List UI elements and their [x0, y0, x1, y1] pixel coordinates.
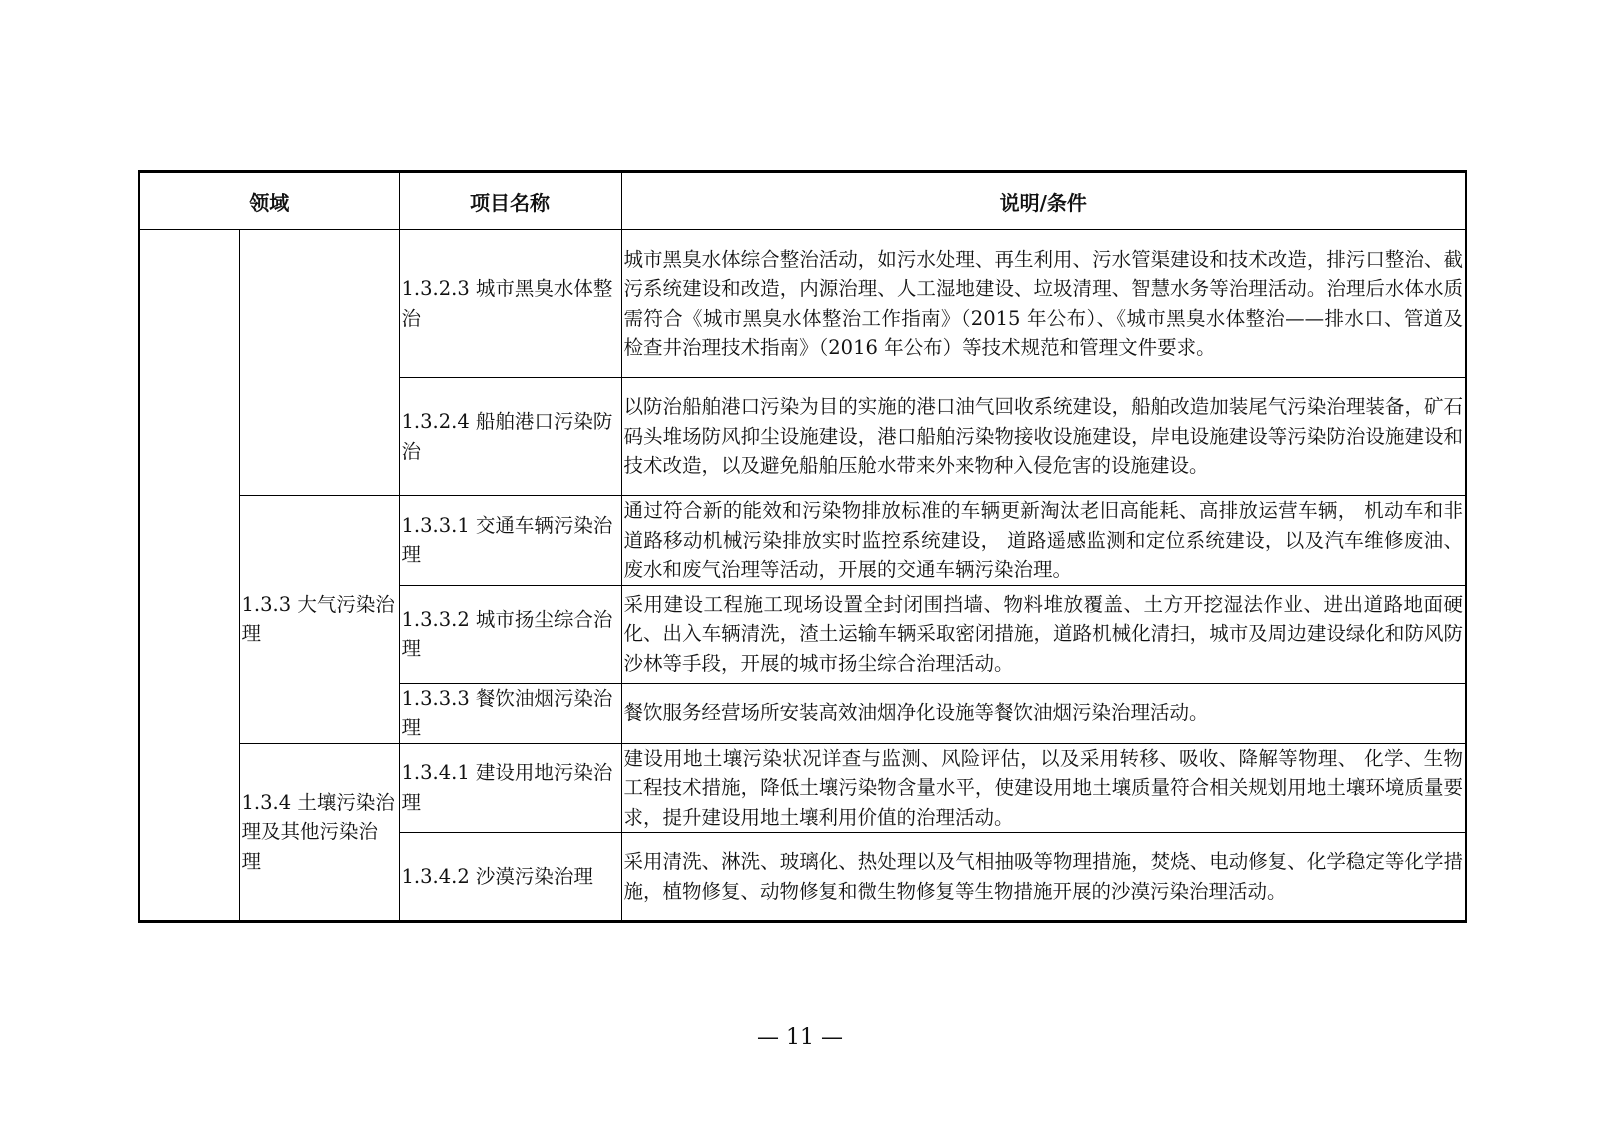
project-description: 以防治船舶港口污染为目的实施的港口油气回收系统建设，船舶改造加装尾气污染治理装备，矿石码头堆场防风抑尘设施建设，港口船舶污染物接收设施建设，岸电设施建设等污染防治设施建设和技术改造，以及避免船舶压舱水带来外来物种入侵危害的设施建设。 — [621, 378, 1466, 496]
project-name: 1.3.2.4 船舶港口污染防治 — [399, 378, 621, 496]
project-name: 1.3.3.1 交通车辆污染治理 — [399, 496, 621, 586]
page-number: — 11 — — [757, 1025, 843, 1050]
project-name: 1.3.4.1 建设用地污染治理 — [399, 743, 621, 833]
group-1-3-4: 1.3.4 土壤污染治理及其他污染治理 — [239, 743, 399, 922]
domain-cell-empty — [139, 230, 239, 922]
group-1-3-3: 1.3.3 大气污染治理 — [239, 496, 399, 744]
header-project-name: 项目名称 — [399, 172, 621, 230]
table-header-row — [139, 172, 1466, 230]
project-name: 1.3.3.3 餐饮油烟污染治理 — [399, 683, 621, 743]
project-description: 通过符合新的能效和污染物排放标准的车辆更新淘汰老旧高能耗、高排放运营车辆， 机动车和非道路移动机械污染排放实时监控系统建设， 道路遥感监测和定位系统建设，以及汽车维修废油、废水和废气治理等活动，开展的交通车辆污染治理。 — [621, 496, 1466, 586]
project-description: 采用清洗、淋洗、玻璃化、热处理以及气相抽吸等物理措施，焚烧、电动修复、化学稳定等化学措施，植物修复、动物修复和微生物修复等生物措施开展的沙漠污染治理活动。 — [621, 833, 1466, 922]
header-domain: 领域 — [139, 172, 399, 230]
project-description: 城市黑臭水体综合整治活动，如污水处理、再生利用、污水管渠建设和技术改造，排污口整治、截污系统建设和改造，内源治理、人工湿地建设、垃圾清理、智慧水务等治理活动。治理后水体水质需符合《城市黑臭水体整治工作指南》（2015 年公布）、《城市黑臭水体整治——排水口、管道及检查井治理技术指南》（2016 年公布）等技术规范和管理文件要求。 — [621, 230, 1466, 378]
subdomain-cell-empty — [239, 230, 399, 496]
project-description: 采用建设工程施工现场设置全封闭围挡墙、物料堆放覆盖、土方开挖湿法作业、进出道路地面硬化、出入车辆清洗，渣土运输车辆采取密闭措施，道路机械化清扫，城市及周边建设绿化和防风防沙林等手段，开展的城市扬尘综合治理活动。 — [621, 585, 1466, 683]
catalog-table — [138, 170, 1467, 923]
project-name: 1.3.3.2 城市扬尘综合治理 — [399, 585, 621, 683]
project-name: 1.3.2.3 城市黑臭水体整治 — [399, 230, 621, 378]
project-description: 餐饮服务经营场所安装高效油烟净化设施等餐饮油烟污染治理活动。 — [621, 683, 1466, 743]
table-row — [139, 496, 1466, 586]
project-name: 1.3.4.2 沙漠污染治理 — [399, 833, 621, 922]
header-description: 说明/条件 — [621, 172, 1466, 230]
table-row — [139, 230, 1466, 378]
table-row — [139, 743, 1466, 833]
project-description: 建设用地土壤污染状况详查与监测、风险评估，以及采用转移、吸收、降解等物理、 化学、生物工程技术措施，降低土壤污染物含量水平，使建设用地土壤质量符合相关规划用地土壤环境质量要求，提升建设用地土壤利用价值的治理活动。 — [621, 743, 1466, 833]
